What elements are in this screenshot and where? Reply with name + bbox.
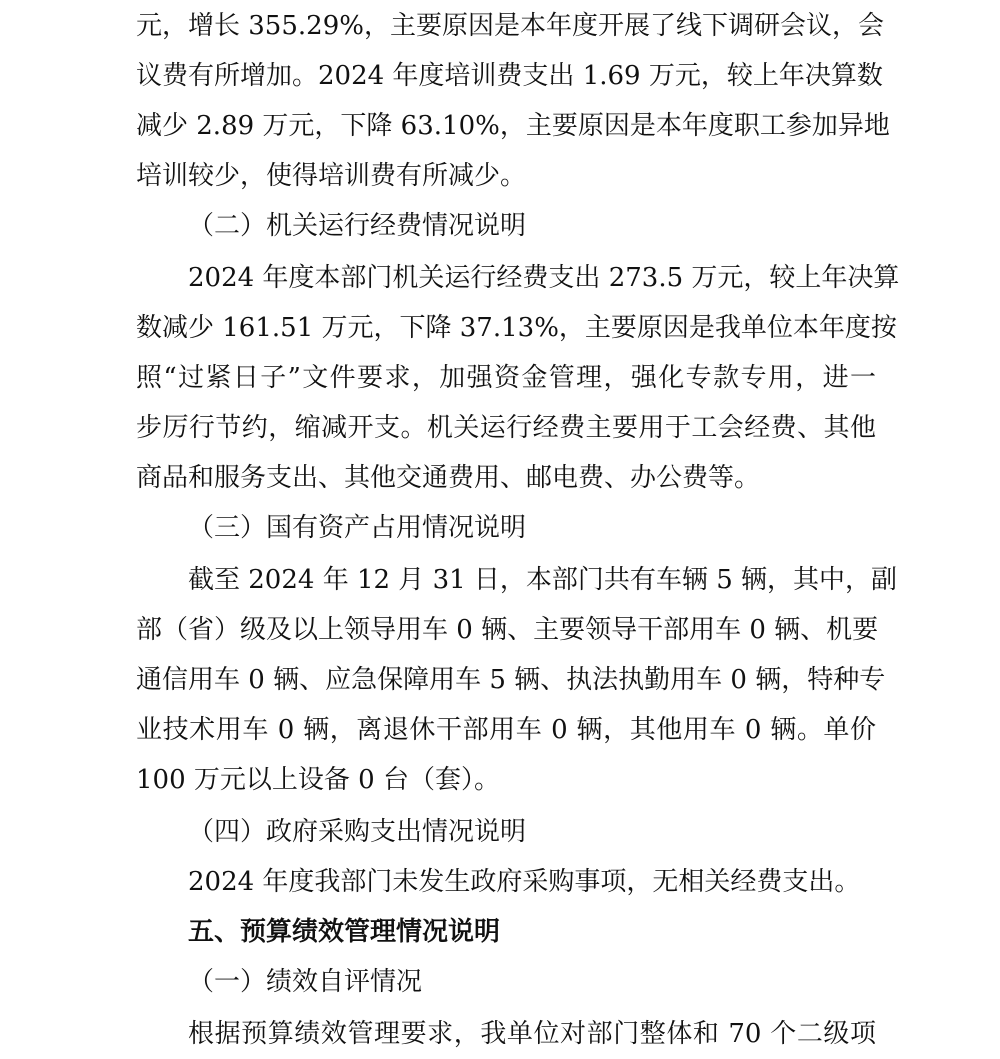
section-heading-operating-costs: （二）机关运行经费情况说明 xyxy=(188,211,527,241)
text-line: 照“过紧日子”文件要求，加强资金管理，强化专款专用，进一 xyxy=(136,363,876,393)
text-line: 2024 年度本部门机关运行经费支出 273.5 万元，较上年决算 xyxy=(188,263,900,293)
text-line: 截至 2024 年 12 月 31 日，本部门共有车辆 5 辆，其中，副 xyxy=(188,565,897,595)
text-line: 2024 年度我部门未发生政府采购事项，无相关经费支出。 xyxy=(188,867,861,897)
text-line: 根据预算绩效管理要求，我单位对部门整体和 70 个二级项 xyxy=(188,1019,876,1049)
section-heading-self-evaluation: （一）绩效自评情况 xyxy=(188,967,423,997)
text-line: 数减少 161.51 万元，下降 37.13%，主要原因是我单位本年度按 xyxy=(136,313,897,343)
text-line: 业技术用车 0 辆，离退休干部用车 0 辆，其他用车 0 辆。单价 xyxy=(136,715,876,745)
text-line: 减少 2.89 万元，下降 63.10%，主要原因是本年度职工参加异地 xyxy=(136,111,890,141)
text-line: 培训较少，使得培训费有所减少。 xyxy=(136,161,527,191)
section-heading-state-assets: （三）国有资产占用情况说明 xyxy=(188,513,527,543)
section-title-performance: 五、预算绩效管理情况说明 xyxy=(188,917,501,947)
text-line: 步厉行节约，缩减开支。机关运行经费主要用于工会经费、其他 xyxy=(136,413,876,443)
text-line: 议费有所增加。2024 年度培训费支出 1.69 万元，较上年决算数 xyxy=(136,61,883,91)
text-line: 通信用车 0 辆、应急保障用车 5 辆、执法执勤用车 0 辆，特种专 xyxy=(136,665,886,695)
text-line: 100 万元以上设备 0 台（套）。 xyxy=(136,765,500,795)
text-line: 部（省）级及以上领导用车 0 辆、主要领导干部用车 0 辆、机要 xyxy=(136,615,879,645)
section-heading-procurement: （四）政府采购支出情况说明 xyxy=(188,817,527,847)
text-line: 商品和服务支出、其他交通费用、邮电费、办公费等。 xyxy=(136,463,761,493)
text-line: 元，增长 355.29%，主要原因是本年度开展了线下调研会议，会 xyxy=(136,11,884,41)
